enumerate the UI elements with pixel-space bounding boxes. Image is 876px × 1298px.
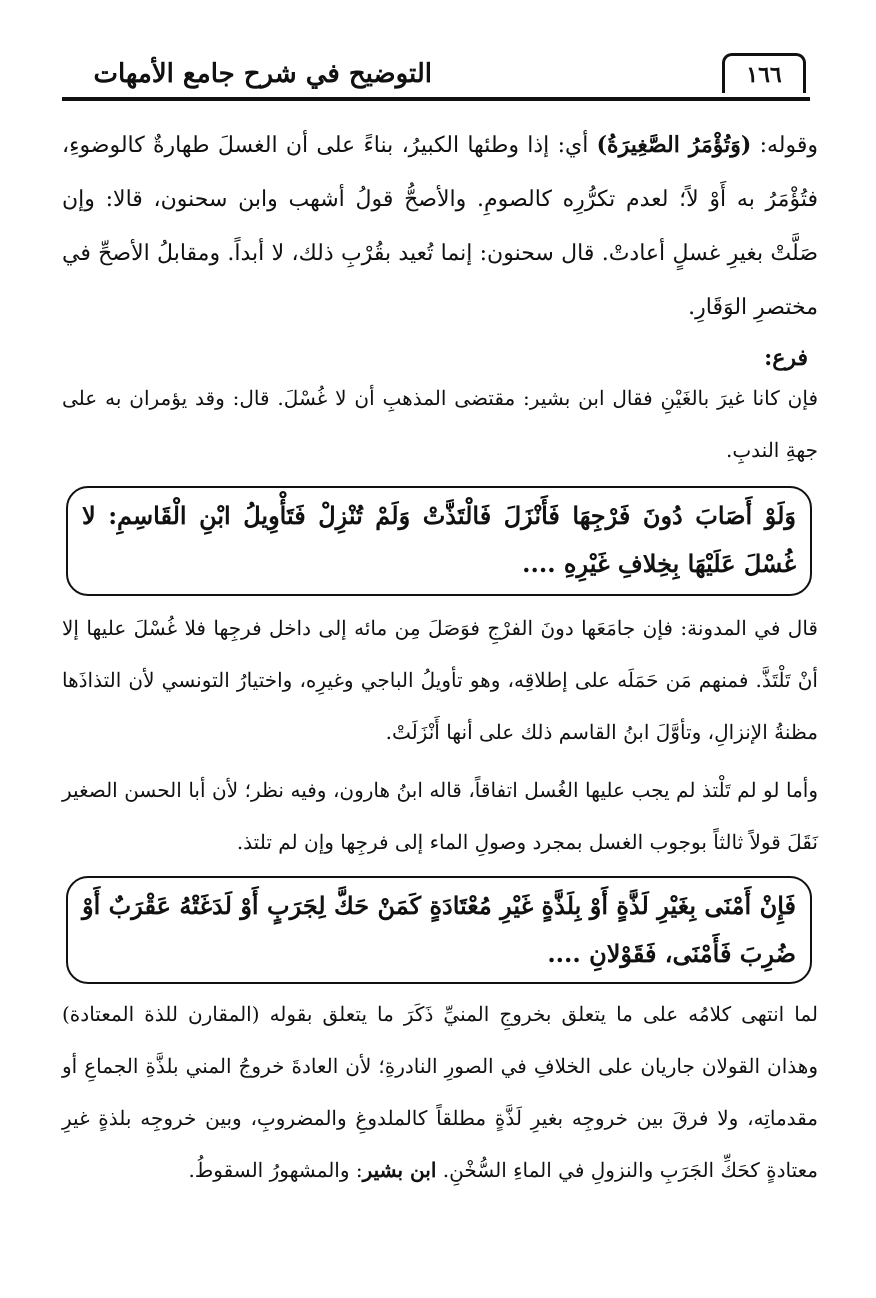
- matn-box-1: [66, 486, 812, 596]
- book-title: التوضيح في شرح جامع الأمهات: [93, 59, 432, 89]
- author-name: ابن بشير: [362, 1158, 437, 1182]
- matn-text-2: فَإِنْ أَمْنَى بِغَيْرِ لَذَّةٍ أَوْ بِلَذَّةٍ غَيْرِ مُعْتَادَةٍ كَمَنْ حَكَّ لِجَرَبٍ أَوْ لَدَغَتْهُ عَقْرَبٌ أَوْ ضُرِبَ فَأَمْنَى، فَقَوْلانِ ....: [82, 891, 796, 968]
- quoted-term: (وَتُؤْمَرُ الصَّغِيرَةُ): [596, 132, 752, 158]
- matn-text-1: وَلَوْ أَصَابَ دُونَ فَرْجِهَا فَأَنْزَلَ فَالْتَذَّتْ وَلَمْ تُنْزِلْ فَتَأْوِيلُ ابْنِ الْقَاسِمِ: لا غُسْلَ عَلَيْهَا بِخِلافِ غَيْرِهِ ....: [82, 501, 796, 578]
- paragraph-4: وأما لو لم تَلْتذ لم يجب عليها الغُسل اتفاقاً، قاله ابنُ هارون، وفيه نظر؛ لأن أبا الحسن الصغير نَقَلَ قولاً ثالثاً بوجوب الغسل بمجرد وصولِ الماء إلى فرجِها وإن لم تلتذ.: [62, 778, 818, 854]
- paragraph-5-end: : والمشهورُ السقوطُ.: [188, 1158, 363, 1182]
- paragraph-3: قال في المدونة: فإن جامَعَها دونَ الفرْجِ فوَصَلَ مِن مائه إلى داخل فرجِها فلا غُسْلَ عليها إلا أنْ تَلْتَذَّ. فمنهم مَن حَمَلَه على إطلاقِه، وهو تأويلُ الباجي وغيرِه، واختيارُ التونسي لأن التذاذَها مظنةُ الإنزالِ، وتأوَّلَ ابنُ القاسم ذلك على أنها أَنْزَلَتْ.: [62, 616, 818, 744]
- page-number-text: ١٦٦: [746, 61, 782, 88]
- paragraph-5-body: لما انتهى كلامُه على ما يتعلق بخروجِ المنيِّ ذَكَرَ ما يتعلق بقوله (المقارن للذة المعتادة) وهذان القولان جاريان على الخلافِ في الصورِ النادرةِ؛ لأن العادةَ خروجُ المني بلذَّةِ الجماعِ أو مقدماتِه، ولا فرقَ بين خروجِه بغيرِ لَذَّةٍ مطلقاً كالملدوغِ والمضروبِ، وبين خروجِه بلذةٍ غيرِ معتادةٍ كحَكِّ الجَرَبِ والنزولِ في الماءِ السُّخْنِ.: [62, 1002, 818, 1182]
- page-number: [722, 53, 806, 93]
- subheading-far: فرع:: [764, 345, 808, 371]
- matn-box-2: [66, 876, 812, 984]
- paragraph-2: فإن كانا غيرَ بالغَيْنِ فقال ابن بشير: مقتضى المذهبِ أن لا غُسْلَ. قال: وقد يؤمران به على جهةِ الندبِ.: [62, 386, 818, 462]
- header-divider: [62, 97, 810, 101]
- paragraph-1-body: أي: إذا وطئها الكبيرُ، بناءً على أن الغسلَ طهارةٌ كالوضوءِ، فتُؤْمَرُ به أَوْ لاً؛ لعدم تكرُّرِه كالصومِ. والأصحُّ قولُ أشهب وابن سحنون، قالا: وإن صَلَّتْ بغيرِ غسلٍ أعادتْ. قال سحنون: إنما تُعيد بقُرْبِ ذلك، لا أبداً. ومقابلُ الأصحِّ في مختصرِ الوَقَارِ.: [62, 133, 818, 320]
- paragraph-1: [62, 118, 818, 335]
- paragraph-1-intro: وقوله:: [751, 133, 818, 158]
- paragraph-5: [62, 988, 818, 1196]
